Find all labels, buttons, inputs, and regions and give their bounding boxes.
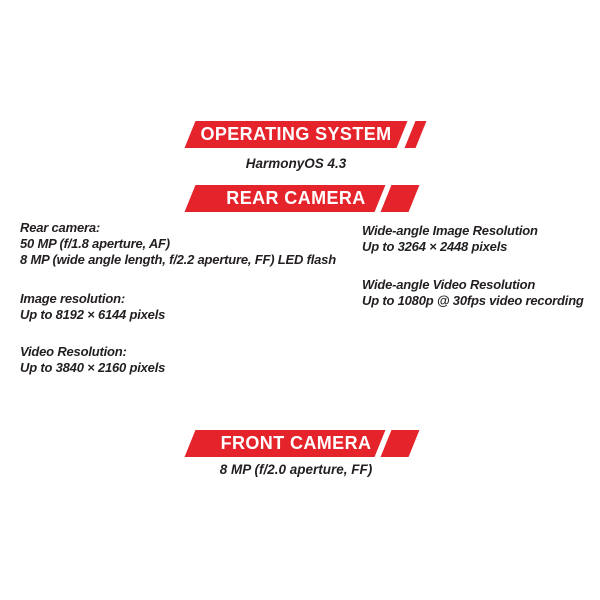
spec-line: 8 MP (wide angle length, f/2.2 aperture, FF) LED flash — [20, 252, 336, 267]
spec-line: Up to 1080p @ 30fps video recording — [362, 293, 584, 308]
rear-camera-video-resolution — [20, 344, 165, 376]
front-camera-banner — [190, 430, 430, 457]
wide-angle-video-resolution — [362, 277, 584, 309]
spec-line: Up to 3264 × 2448 pixels — [362, 239, 508, 254]
ribbon-tail — [405, 121, 427, 148]
wide-angle-image-resolution — [362, 223, 538, 255]
rear-camera-banner — [190, 185, 430, 212]
front-camera-value: 8 MP (f/2.0 aperture, FF) — [219, 462, 373, 477]
spec-line: Up to 3840 × 2160 pixels — [20, 360, 166, 375]
spec-line: Rear camera: — [20, 220, 100, 235]
operating-system-banner — [190, 121, 430, 148]
rear-camera-sensor-specs — [20, 220, 336, 268]
front-camera-title: FRONT CAMERA — [220, 433, 372, 453]
rear-camera-title: REAR CAMERA — [226, 188, 366, 208]
spec-line: 50 MP (f/1.8 aperture, AF) — [20, 236, 170, 251]
spec-line: Wide-angle Video Resolution — [362, 277, 536, 292]
spec-line: Up to 8192 × 6144 pixels — [20, 307, 166, 322]
rear-camera-image-resolution — [20, 291, 165, 323]
spec-line: Video Resolution: — [20, 344, 127, 359]
operating-system-value: HarmonyOS 4.3 — [245, 156, 347, 171]
spec-line: Wide-angle Image Resolution — [362, 223, 538, 238]
operating-system-title: OPERATING SYSTEM — [200, 124, 392, 144]
spec-line: Image resolution: — [20, 291, 125, 306]
